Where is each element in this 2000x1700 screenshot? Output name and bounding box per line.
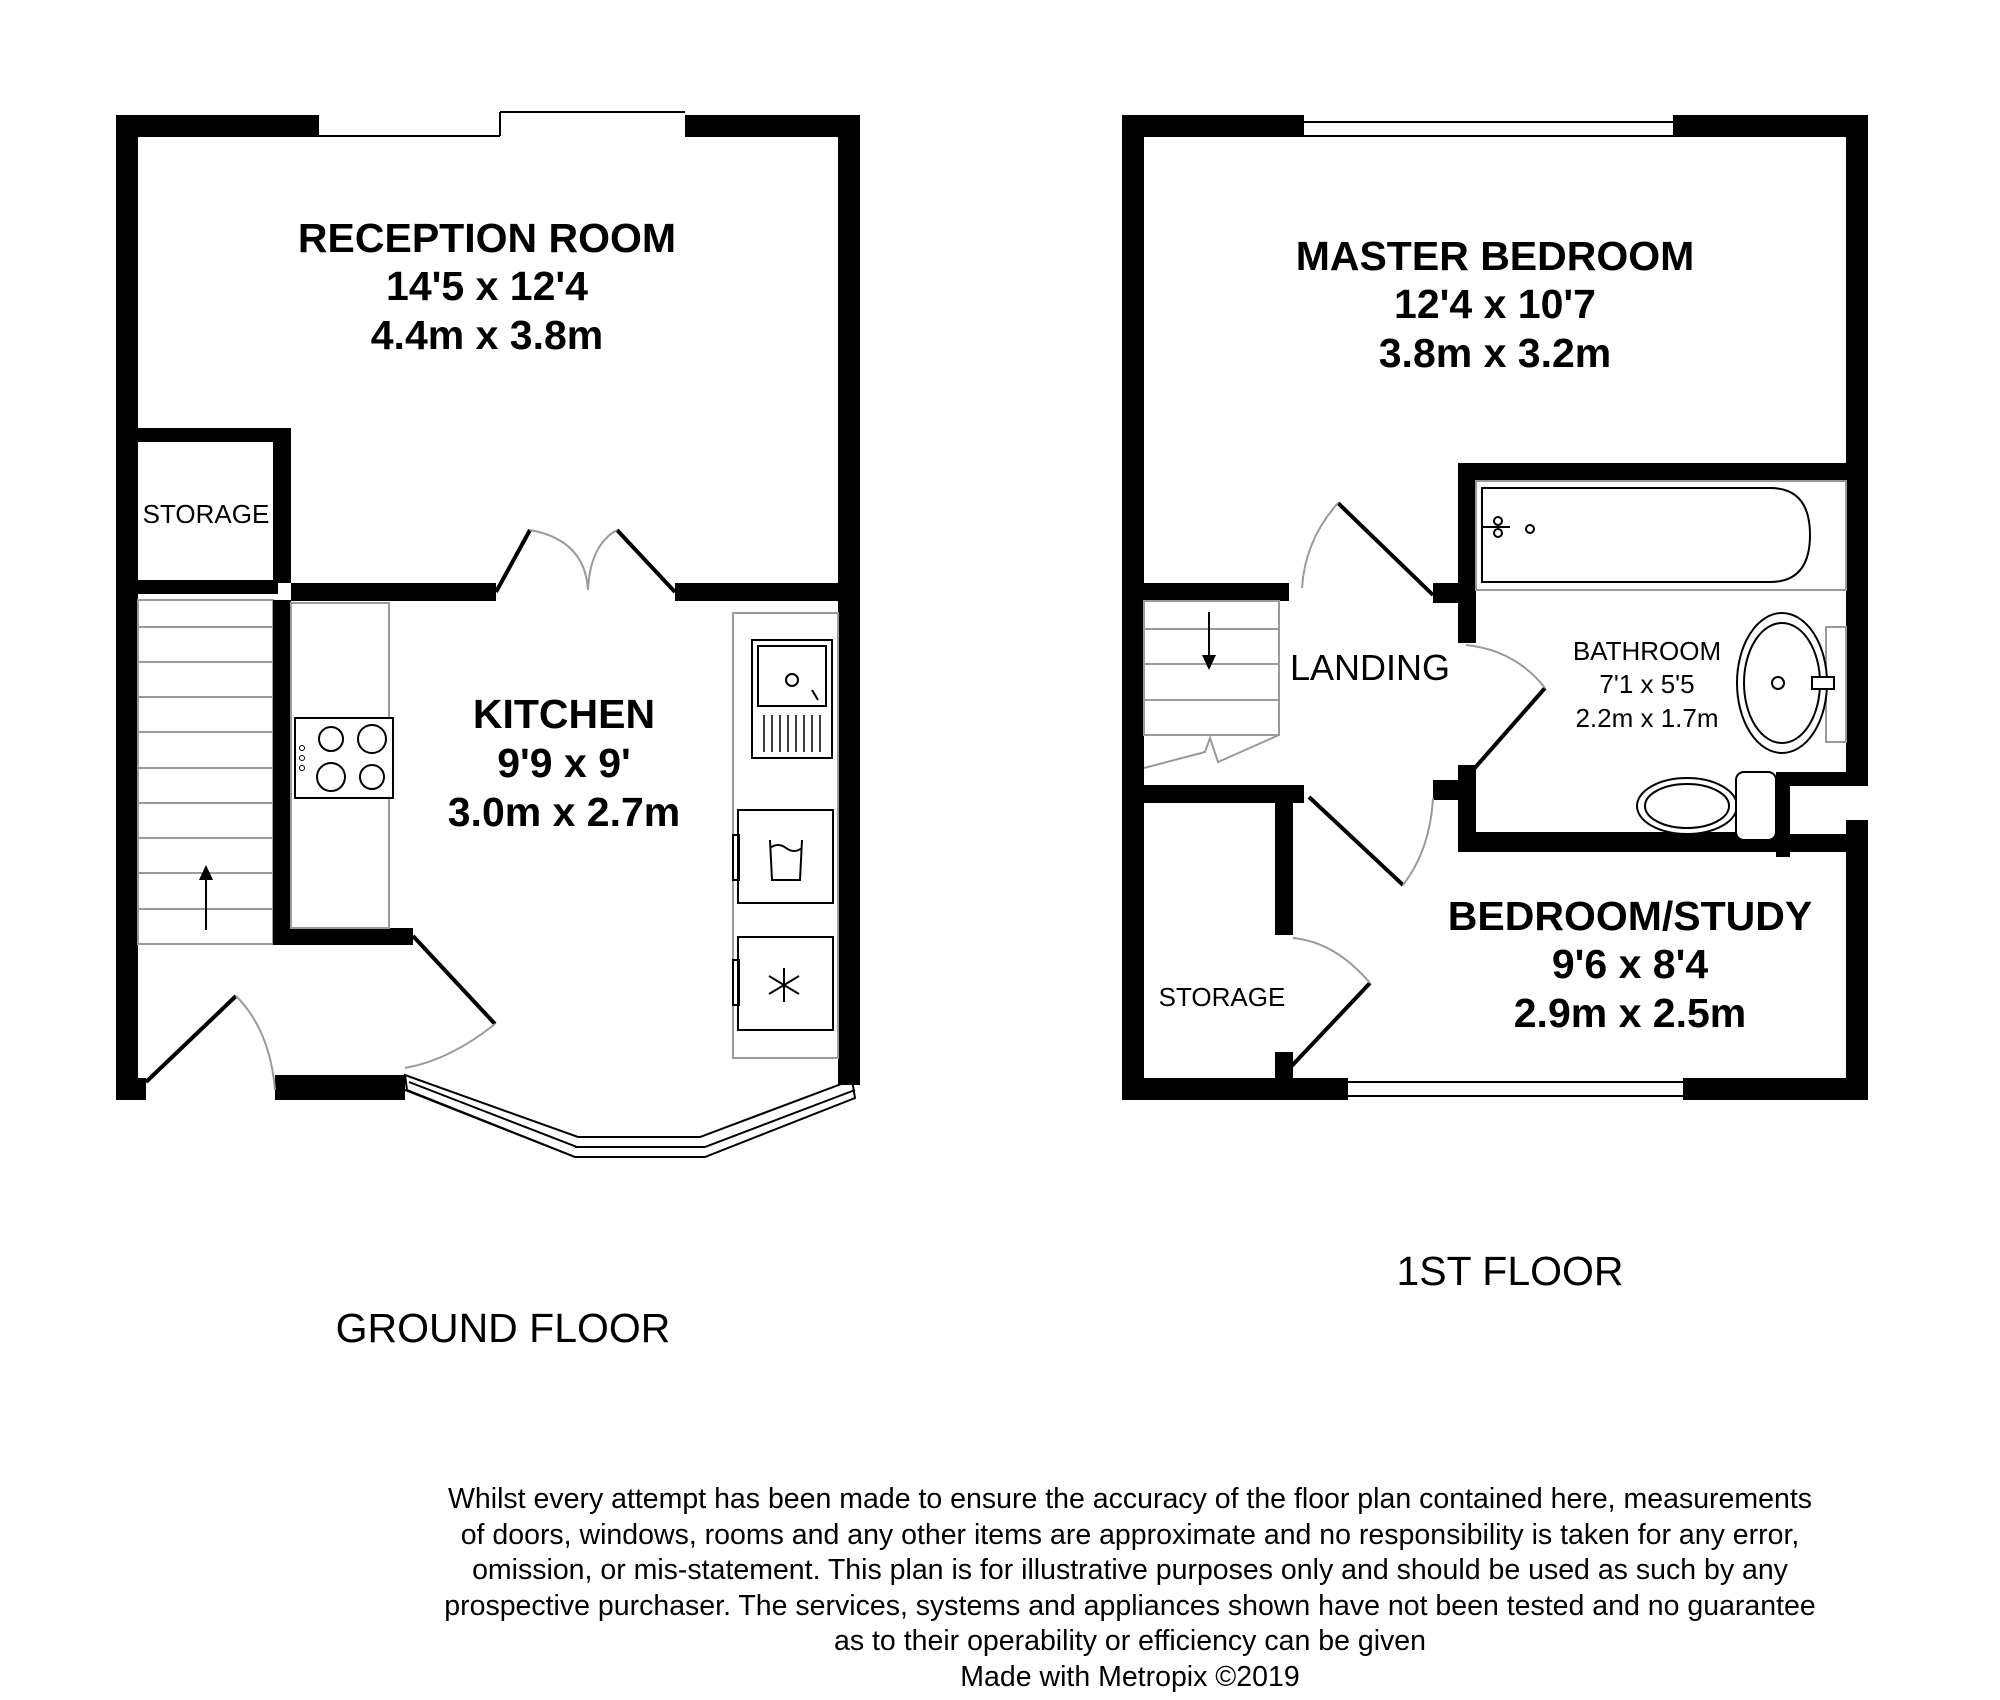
wall (273, 600, 291, 945)
bathroom-dim-metric: 2.2m x 1.7m (1575, 703, 1719, 733)
bedroom-study-dim-imperial: 9'6 x 8'4 (1551, 941, 1709, 987)
wall (838, 115, 860, 1085)
wall (1122, 115, 1144, 1100)
credit: Made with Metropix ©2019 (960, 1660, 1300, 1693)
wall (138, 580, 278, 594)
wall (138, 428, 291, 442)
wall (291, 583, 496, 601)
wall (1683, 1078, 1868, 1100)
disclaimer-line: as to their operability or efficiency can be given (834, 1625, 1426, 1657)
washing-machine-icon (733, 810, 833, 903)
entrance-door (146, 996, 275, 1090)
bathroom-door (1466, 645, 1545, 778)
hob-icon (295, 718, 393, 798)
wall (1433, 780, 1463, 800)
wall (273, 928, 413, 945)
disclaimer (340, 1482, 1920, 1695)
kitchen-bay-window (405, 1075, 855, 1157)
ground-floor-label: GROUND FLOOR (335, 1305, 671, 1351)
bedroom-study-door (1309, 797, 1433, 885)
wall (1275, 785, 1293, 935)
sink-icon (752, 640, 832, 758)
disclaimer-line: Whilst every attempt has been made to ensure the accuracy of the floor plan contained here, measurements (448, 1483, 1812, 1515)
reception-room-name: RECEPTION ROOM (297, 215, 677, 261)
reception-room-dim-imperial: 14'5 x 12'4 (386, 263, 588, 309)
landing-label: LANDING (1289, 647, 1451, 688)
disclaimer-line: omission, or mis-statement. This plan is for illustrative purposes only and should be used as such by any (472, 1554, 1788, 1586)
wall (1458, 463, 1476, 643)
disclaimer-line: of doors, windows, rooms and any other items are approximate and no responsibility is taken for any error, (460, 1518, 1800, 1551)
kitchen-dim-imperial: 9'9 x 9' (497, 740, 631, 786)
kitchen-dim-metric: 3.0m x 2.7m (447, 789, 681, 835)
wall (1458, 463, 1858, 481)
reception-room-dim-metric: 4.4m x 3.8m (370, 312, 604, 358)
ground-floor-plan (116, 112, 860, 1351)
stairs-arrow-icon (1202, 655, 1216, 670)
wall (1144, 583, 1289, 601)
wall (1122, 115, 1304, 137)
first-storage-label: STORAGE (1158, 982, 1286, 1012)
wall (1846, 820, 1868, 1100)
kitchen-name: KITCHEN (472, 691, 656, 737)
wall (116, 115, 319, 137)
first-floor-stairs (1144, 601, 1279, 768)
fridge-freezer-icon (733, 937, 833, 1030)
first-floor-plan (1122, 115, 1868, 1294)
wall (685, 115, 860, 137)
wall (1846, 472, 1868, 782)
kitchen-door (405, 936, 495, 1068)
first-storage-door (1286, 938, 1370, 1072)
master-bedroom-door (1302, 503, 1433, 595)
wall (1673, 115, 1868, 137)
bedroom-study-name: BEDROOM/STUDY (1447, 893, 1813, 939)
wall (1122, 1078, 1348, 1100)
wall (1433, 583, 1463, 603)
kitchen-double-door (496, 530, 675, 592)
wall (675, 583, 838, 601)
master-bedroom-name: MASTER BEDROOM (1295, 233, 1695, 279)
wall (116, 1078, 146, 1100)
disclaimer-line: prospective purchaser. The services, systems and appliances shown have not been tested and no guarantee (444, 1589, 1816, 1622)
reception-window (319, 112, 685, 136)
master-bedroom-dim-imperial: 12'4 x 10'7 (1394, 281, 1596, 327)
basin-icon (1737, 613, 1846, 753)
bath-icon (1476, 481, 1846, 590)
first-floor-label: 1ST FLOOR (1396, 1248, 1624, 1294)
wall (1846, 115, 1868, 485)
master-bedroom-dim-metric: 3.8m x 3.2m (1378, 330, 1612, 376)
wall (1776, 834, 1868, 852)
bathroom-dim-imperial: 7'1 x 5'5 (1599, 669, 1695, 699)
wall (273, 428, 291, 583)
bedroom-study-dim-metric: 2.9m x 2.5m (1513, 990, 1747, 1036)
wall (116, 115, 138, 1100)
bathroom-name: BATHROOM (1572, 636, 1722, 666)
toilet-icon (1637, 772, 1776, 840)
wall (275, 1075, 405, 1100)
ground-floor-stairs (138, 600, 273, 944)
ground-storage-label: STORAGE (142, 499, 270, 529)
